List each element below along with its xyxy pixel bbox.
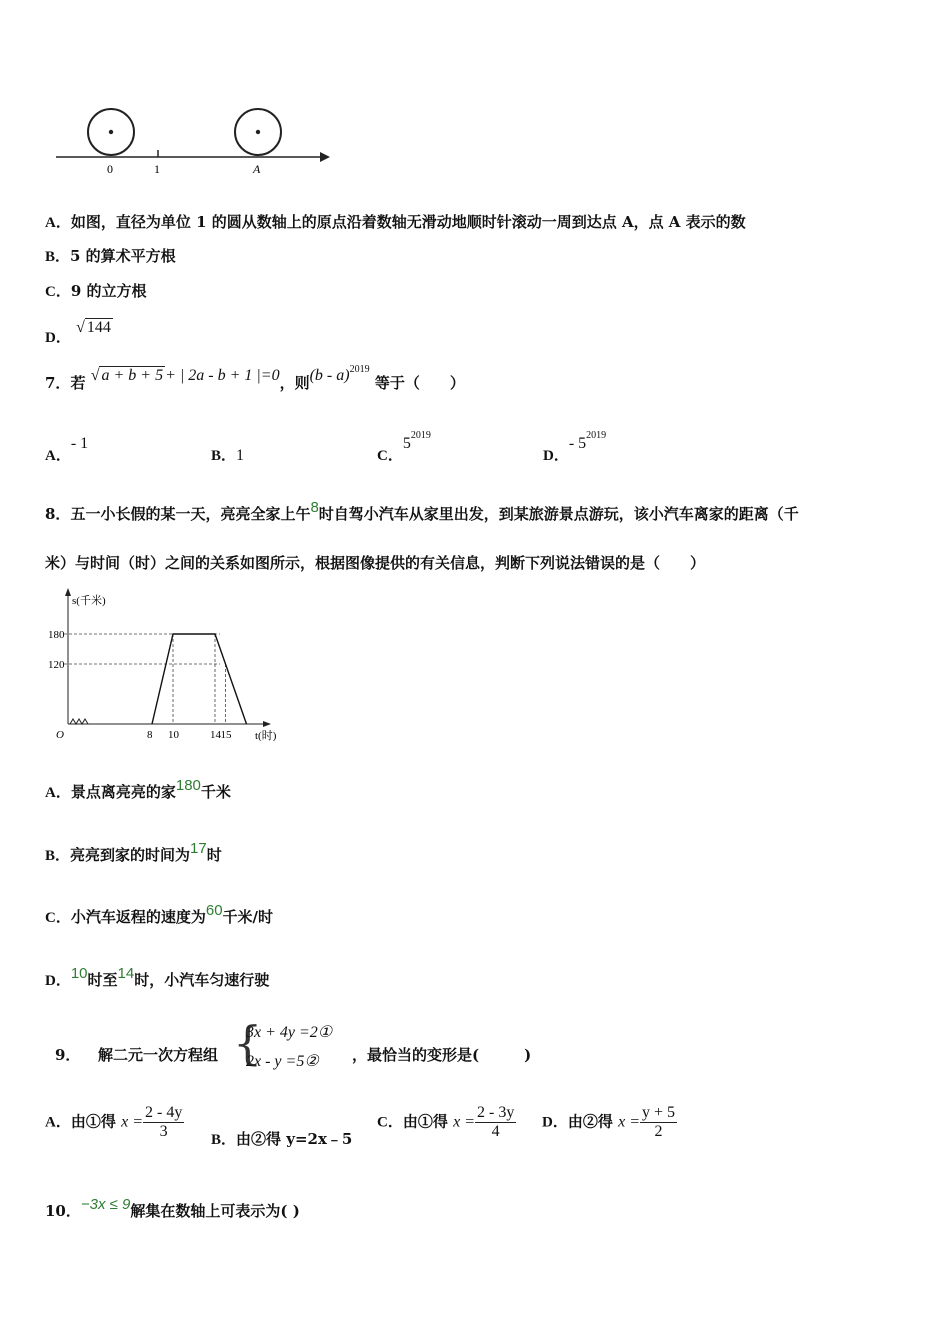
q6-option-a: A．如图，直径为单位 1 的圆从数轴上的原点沿着数轴无滑动地顺时针滚动一周到达点 A，点 A 表示的数 [45, 213, 746, 231]
q7-option-c: C．$5^{2019}$ [377, 430, 431, 464]
origin-label: O [56, 729, 64, 741]
system-brace: { [233, 1016, 263, 1070]
q10-stem: 10．−3x ≤ 9解集在数轴上可表示为( ) [45, 1196, 300, 1220]
fraction: $\frac{2 - 3y}{4}$ [477, 1104, 515, 1140]
x-axis-label: t(时) [255, 730, 277, 742]
distance-series-line [152, 634, 247, 724]
number-line-arrow [320, 152, 330, 162]
y-tick-label: 120 [48, 659, 65, 671]
q6-number-line-figure [50, 100, 340, 180]
q6-option-d: D． √ 144 [45, 319, 111, 346]
q9-option-c: C．由①得 x = $\frac{2 - 3y}{4}$ [377, 1104, 515, 1140]
x-tick-label: 10 [168, 729, 179, 741]
y-axis-label: s(千米) [72, 595, 106, 607]
x-tick-label: 14 [210, 729, 221, 741]
q9-number: 9． [55, 1046, 81, 1064]
q8-stem-line1: 8．五一小长假的某一天，亮亮全家上午8时自驾小汽车从家里出发，到某旅游景点游玩，该小汽车离家的距离（千 [45, 499, 799, 523]
q8-option-d: D．10时至14时，小汽车匀速行驶 [45, 965, 270, 989]
q7-sqrt: √ a + b + 5 [90, 367, 164, 384]
q7-option-b: B．1 [211, 447, 245, 464]
fraction: $\frac{2 - 4y}{3}$ [145, 1104, 183, 1140]
q9-equation-2: 2x - y =5② [246, 1053, 319, 1070]
q8-stem-line2: 米）与时间（时）之间的关系如图所示，根据图像提供的有关信息，判断下列说法错误的是（ ） [45, 554, 706, 572]
label-0: 0 [107, 162, 113, 176]
x-tick-label: 15 [220, 729, 232, 741]
q6-option-b: B．5 的算术平方根 [45, 247, 176, 265]
q9-option-a: A．由①得 x = $\frac{2 - 4y}{3}$ [45, 1104, 183, 1140]
label-1: 1 [154, 162, 160, 176]
q8-option-a: A．景点离亮亮的家180千米 [45, 777, 231, 801]
q9-suffix: ，最恰当的变形是( ) [352, 1046, 532, 1064]
q9-option-d: D．由②得 x = $\frac{y + 5}{2}$ [542, 1104, 676, 1140]
q6-option-c: C．9 的立方根 [45, 282, 147, 300]
q9-equation-1: 3x + 4y =2① [246, 1024, 333, 1041]
q7-option-a: A．- 1 [45, 435, 89, 464]
q7-stem: 7．若 √ a + b + 5 + | 2a - b + 1 |=0，则(b - a)$^{2019}$ 等于（ ） [45, 364, 465, 392]
y-axis-arrow [65, 588, 71, 596]
circle-center-dot [109, 130, 113, 134]
y-tick-label: 180 [48, 629, 65, 641]
circle-center-dot [256, 130, 260, 134]
sqrt-expression: √ 144 [76, 319, 111, 336]
label-a: A [253, 162, 261, 176]
fraction: $\frac{y + 5}{2}$ [642, 1104, 676, 1140]
q8-option-b: B．亮亮到家的时间为17时 [45, 840, 222, 864]
q7-option-d: D．- $5^{2019}$ [543, 430, 607, 464]
q9-stem: 解二元一次方程组 [98, 1046, 219, 1064]
q8-option-c: C．小汽车返程的速度为60千米/时 [45, 902, 274, 926]
x-axis-arrow [263, 721, 271, 727]
x-tick-label: 8 [147, 729, 153, 741]
axis-break [70, 719, 88, 724]
q9-option-b: B．由②得 y=2x﹣5 [211, 1130, 353, 1148]
q8-distance-time-chart [40, 586, 300, 746]
